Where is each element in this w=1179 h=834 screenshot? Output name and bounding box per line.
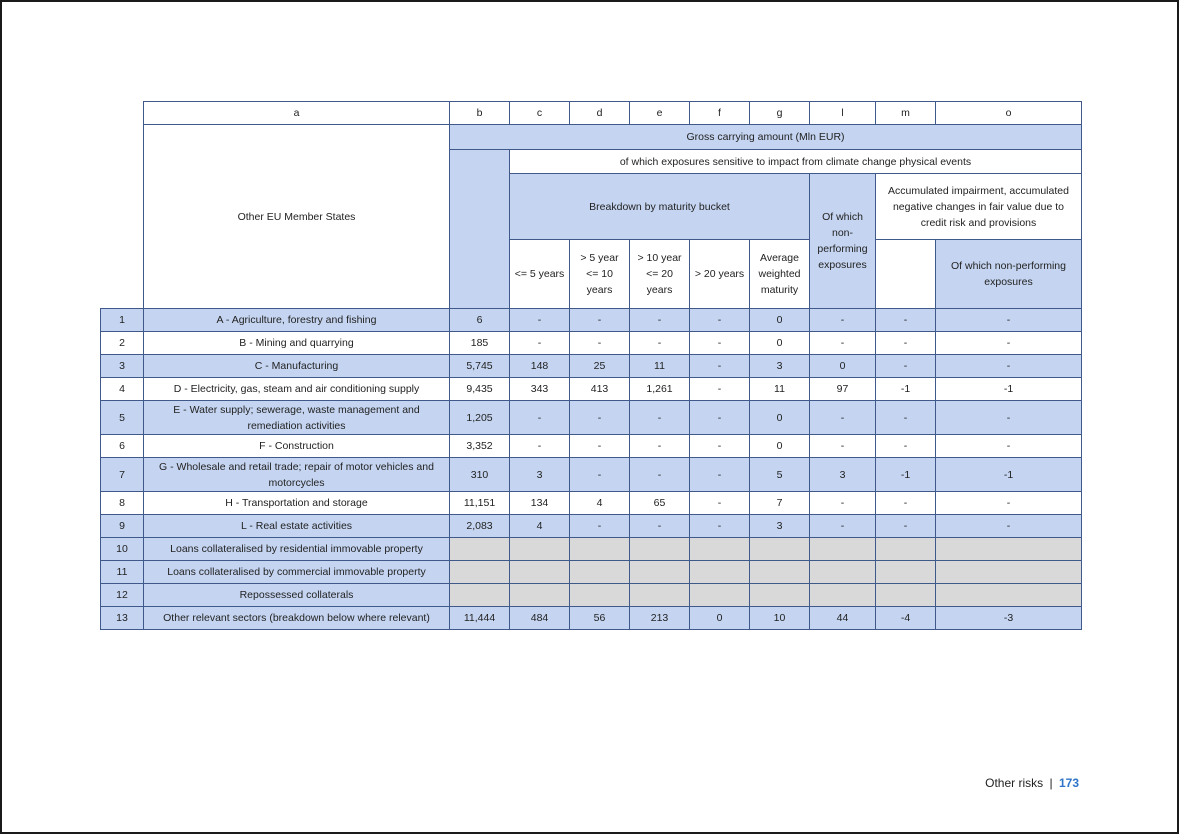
impairment-non-performing-header: Of which non-performing exposures <box>936 240 1082 309</box>
header-row-1 <box>101 125 1082 150</box>
row-number: 1 <box>101 309 144 332</box>
col-letter: e <box>630 102 690 125</box>
col-letter: o <box>936 102 1082 125</box>
value-cell: - <box>876 401 936 435</box>
maturity-10-20-header: > 10 year <= 20 years <box>630 240 690 309</box>
value-cell: 148 <box>510 355 570 378</box>
row-label: F - Construction <box>144 435 450 458</box>
value-cell: - <box>690 492 750 515</box>
row-number: 4 <box>101 378 144 401</box>
value-cell: 1,205 <box>450 401 510 435</box>
value-cell: 97 <box>810 378 876 401</box>
row-label: H - Transportation and storage <box>144 492 450 515</box>
value-cell: 0 <box>810 355 876 378</box>
impairment-total-header <box>876 240 936 309</box>
value-cell: -1 <box>936 458 1082 492</box>
value-cell: - <box>690 458 750 492</box>
value-cell <box>570 561 630 584</box>
col-letter: g <box>750 102 810 125</box>
table-body <box>101 102 1082 309</box>
value-cell: 134 <box>510 492 570 515</box>
row-label: L - Real estate activities <box>144 515 450 538</box>
value-cell: - <box>876 309 936 332</box>
row-label: Loans collateralised by residential immovable property <box>144 538 450 561</box>
value-cell: - <box>810 435 876 458</box>
table-row <box>101 309 1082 332</box>
value-cell: 3,352 <box>450 435 510 458</box>
data-rows <box>101 309 1082 630</box>
value-cell <box>510 561 570 584</box>
value-cell: - <box>570 309 630 332</box>
value-cell <box>810 538 876 561</box>
value-cell: 0 <box>690 607 750 630</box>
table-row <box>101 435 1082 458</box>
value-cell <box>750 584 810 607</box>
value-cell: 5 <box>750 458 810 492</box>
value-cell: - <box>810 401 876 435</box>
row-number: 8 <box>101 492 144 515</box>
value-cell: - <box>936 401 1082 435</box>
row-number: 5 <box>101 401 144 435</box>
value-cell: 3 <box>750 355 810 378</box>
value-cell: 65 <box>630 492 690 515</box>
value-cell: 213 <box>630 607 690 630</box>
value-cell <box>876 538 936 561</box>
value-cell <box>630 584 690 607</box>
table-row <box>101 378 1082 401</box>
table-row <box>101 332 1082 355</box>
maturity-5-10-header: > 5 year <= 10 years <box>570 240 630 309</box>
value-cell <box>876 584 936 607</box>
col-letter: c <box>510 102 570 125</box>
value-cell <box>750 538 810 561</box>
value-cell: - <box>936 515 1082 538</box>
value-cell <box>630 561 690 584</box>
value-cell <box>690 538 750 561</box>
value-cell <box>876 561 936 584</box>
row-label: Loans collateralised by commercial immovable property <box>144 561 450 584</box>
value-cell: - <box>876 435 936 458</box>
value-cell: 4 <box>570 492 630 515</box>
value-cell: 0 <box>750 332 810 355</box>
row-number: 12 <box>101 584 144 607</box>
value-cell: - <box>510 435 570 458</box>
value-cell: - <box>630 458 690 492</box>
row-number: 9 <box>101 515 144 538</box>
table-row <box>101 355 1082 378</box>
avg-maturity-header: Average weighted maturity <box>750 240 810 309</box>
value-cell: - <box>810 515 876 538</box>
impairment-header: Accumulated impairment, accumulated negative changes in fair value due to credit risk and provisions <box>876 174 1082 240</box>
value-cell: -1 <box>876 458 936 492</box>
value-cell: -4 <box>876 607 936 630</box>
maturity-gt20-header: > 20 years <box>690 240 750 309</box>
value-cell: - <box>876 355 936 378</box>
row-number: 3 <box>101 355 144 378</box>
value-cell: - <box>936 355 1082 378</box>
value-cell <box>510 584 570 607</box>
table-row <box>101 584 1082 607</box>
value-cell: 3 <box>810 458 876 492</box>
maturity-le5-header: <= 5 years <box>510 240 570 309</box>
footer-section: Other risks <box>985 776 1044 790</box>
col-letter: d <box>570 102 630 125</box>
value-cell: - <box>690 309 750 332</box>
value-cell: 11,444 <box>450 607 510 630</box>
value-cell: - <box>936 332 1082 355</box>
value-cell: 10 <box>750 607 810 630</box>
row-label: A - Agriculture, forestry and fishing <box>144 309 450 332</box>
value-cell <box>936 584 1082 607</box>
value-cell: - <box>876 515 936 538</box>
row-number: 10 <box>101 538 144 561</box>
value-cell: - <box>690 355 750 378</box>
value-cell: 25 <box>570 355 630 378</box>
value-cell: 4 <box>510 515 570 538</box>
gross-carrying-header: Gross carrying amount (Mln EUR) <box>450 125 1082 150</box>
value-cell: - <box>570 515 630 538</box>
value-cell: 3 <box>510 458 570 492</box>
value-cell: - <box>630 332 690 355</box>
row-label: D - Electricity, gas, steam and air conditioning supply <box>144 378 450 401</box>
value-cell <box>690 584 750 607</box>
col-letter: l <box>810 102 876 125</box>
value-cell: -3 <box>936 607 1082 630</box>
value-cell: 56 <box>570 607 630 630</box>
col-letter: b <box>450 102 510 125</box>
value-cell: - <box>690 515 750 538</box>
page-footer <box>985 776 1079 790</box>
value-cell: - <box>690 401 750 435</box>
value-cell: - <box>510 401 570 435</box>
table-row <box>101 401 1082 435</box>
value-cell: 11,151 <box>450 492 510 515</box>
value-cell <box>936 538 1082 561</box>
value-cell: 44 <box>810 607 876 630</box>
value-cell: - <box>936 492 1082 515</box>
value-cell: - <box>630 401 690 435</box>
value-cell: 0 <box>750 435 810 458</box>
value-cell: - <box>570 458 630 492</box>
value-cell: - <box>690 435 750 458</box>
value-cell: 7 <box>750 492 810 515</box>
col-letter: m <box>876 102 936 125</box>
value-cell: - <box>510 309 570 332</box>
region-header: Other EU Member States <box>144 125 450 309</box>
climate-exposure-table <box>100 101 1082 630</box>
row-number: 11 <box>101 561 144 584</box>
value-cell: - <box>876 492 936 515</box>
corner-cell <box>101 102 144 125</box>
value-cell: - <box>690 378 750 401</box>
value-cell <box>450 561 510 584</box>
sensitive-exposures-header: of which exposures sensitive to impact from climate change physical events <box>510 150 1082 174</box>
value-cell <box>750 561 810 584</box>
gross-total-header <box>450 150 510 309</box>
value-cell: 6 <box>450 309 510 332</box>
value-cell: - <box>690 332 750 355</box>
col-letter: a <box>144 102 450 125</box>
value-cell <box>570 538 630 561</box>
maturity-breakdown-header: Breakdown by maturity bucket <box>510 174 810 240</box>
table-row <box>101 515 1082 538</box>
non-performing-header: Of which non-performing exposures <box>810 174 876 309</box>
value-cell: 413 <box>570 378 630 401</box>
value-cell <box>570 584 630 607</box>
table-row <box>101 607 1082 630</box>
value-cell: - <box>570 332 630 355</box>
row-label: Other relevant sectors (breakdown below where relevant) <box>144 607 450 630</box>
table-row <box>101 458 1082 492</box>
value-cell: 11 <box>750 378 810 401</box>
value-cell: - <box>810 492 876 515</box>
col-letter: f <box>690 102 750 125</box>
value-cell: -1 <box>936 378 1082 401</box>
value-cell: 9,435 <box>450 378 510 401</box>
value-cell: -1 <box>876 378 936 401</box>
value-cell: - <box>810 332 876 355</box>
row-number: 6 <box>101 435 144 458</box>
value-cell <box>630 538 690 561</box>
row-label: E - Water supply; sewerage, waste management and remediation activities <box>144 401 450 435</box>
value-cell: 11 <box>630 355 690 378</box>
value-cell: - <box>876 332 936 355</box>
row-label: Repossessed collaterals <box>144 584 450 607</box>
value-cell: - <box>630 515 690 538</box>
row-number: 13 <box>101 607 144 630</box>
value-cell: - <box>570 401 630 435</box>
table-row <box>101 492 1082 515</box>
value-cell <box>810 561 876 584</box>
value-cell <box>810 584 876 607</box>
value-cell: - <box>936 435 1082 458</box>
value-cell: - <box>630 435 690 458</box>
value-cell: 185 <box>450 332 510 355</box>
value-cell: 5,745 <box>450 355 510 378</box>
value-cell <box>936 561 1082 584</box>
value-cell: 0 <box>750 401 810 435</box>
value-cell: 1,261 <box>630 378 690 401</box>
value-cell: 3 <box>750 515 810 538</box>
row-number: 2 <box>101 332 144 355</box>
value-cell: 343 <box>510 378 570 401</box>
row-label: C - Manufacturing <box>144 355 450 378</box>
table-row <box>101 538 1082 561</box>
value-cell: 484 <box>510 607 570 630</box>
value-cell: - <box>510 332 570 355</box>
value-cell: - <box>810 309 876 332</box>
page-number: 173 <box>1058 776 1079 790</box>
value-cell <box>510 538 570 561</box>
value-cell <box>450 538 510 561</box>
value-cell: 0 <box>750 309 810 332</box>
value-cell <box>690 561 750 584</box>
table-row <box>101 561 1082 584</box>
value-cell: - <box>936 309 1082 332</box>
row-label: B - Mining and quarrying <box>144 332 450 355</box>
row-number: 7 <box>101 458 144 492</box>
value-cell: - <box>570 435 630 458</box>
value-cell: 310 <box>450 458 510 492</box>
column-letter-row <box>101 102 1082 125</box>
value-cell: 2,083 <box>450 515 510 538</box>
corner-cell <box>101 125 144 309</box>
row-label: G - Wholesale and retail trade; repair of motor vehicles and motorcycles <box>144 458 450 492</box>
value-cell: - <box>630 309 690 332</box>
value-cell <box>450 584 510 607</box>
footer-separator: | <box>1049 776 1053 790</box>
